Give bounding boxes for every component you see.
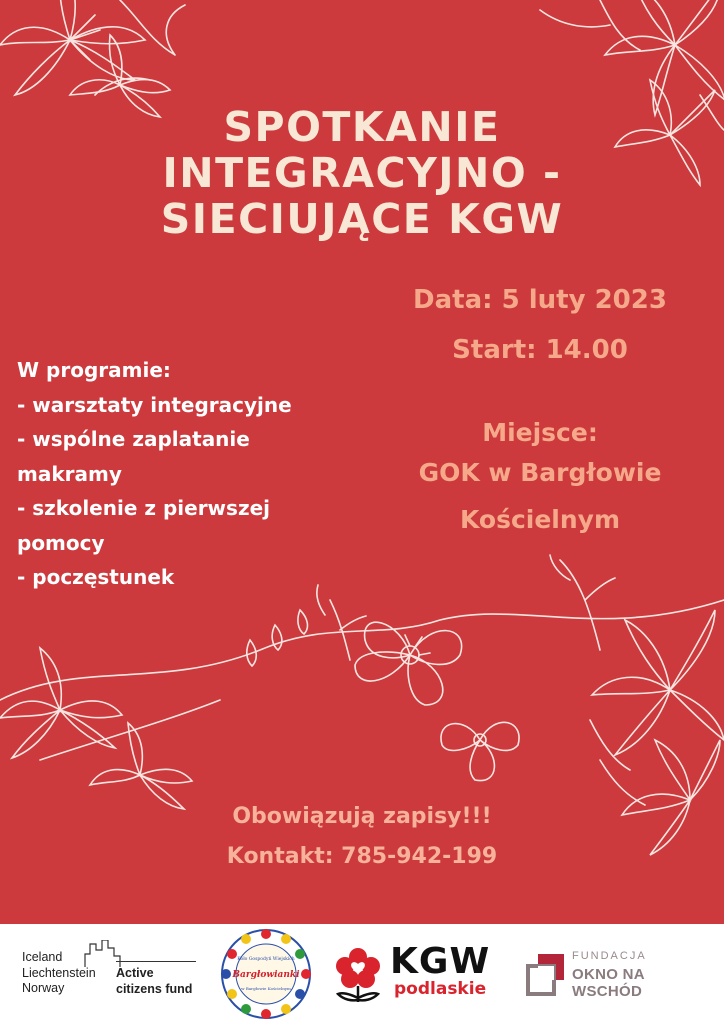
country-name: Iceland bbox=[22, 950, 63, 964]
country-name: Liechtenstein bbox=[22, 965, 96, 980]
kgw-subtitle: podlaskie bbox=[394, 979, 487, 999]
lily-icon bbox=[0, 0, 145, 95]
lily-icon bbox=[592, 610, 724, 755]
event-date: Data: 5 luty 2023 bbox=[413, 285, 667, 315]
divider-line bbox=[116, 961, 196, 962]
lily-icon bbox=[0, 648, 122, 758]
fund-name-line1: Active bbox=[116, 966, 154, 980]
program-item: pomocy bbox=[17, 530, 105, 555]
program-item: - szkolenie z pierwszej bbox=[17, 496, 270, 520]
fund-name-line2: citizens fund bbox=[116, 981, 193, 996]
barglowianki-badge-logo bbox=[220, 928, 312, 1020]
place-name: GOK w Bargłowie bbox=[418, 458, 662, 487]
window-logo-icon bbox=[526, 952, 566, 996]
event-start-time: Start: 14.00 bbox=[452, 335, 628, 365]
title-line: INTEGRACYJNO - bbox=[162, 149, 562, 197]
title-line: SIECIUJĄCE KGW bbox=[160, 195, 564, 243]
fundacja-name: OKNO NA WSCHÓD bbox=[572, 966, 645, 1000]
badge-name: Bargłowianki bbox=[232, 970, 300, 980]
fundacja-okno-na-wschod-logo bbox=[526, 950, 716, 1002]
badge-bottom-text: w Bargłowie Kościelnym bbox=[241, 986, 291, 991]
program-item: - poczęstunek bbox=[17, 565, 175, 589]
fundacja-label: FUNDACJA bbox=[572, 950, 647, 962]
kgw-podlaskie-logo bbox=[332, 941, 502, 1006]
eea-grants-logo bbox=[22, 950, 202, 1006]
program-list bbox=[17, 353, 377, 595]
event-title bbox=[0, 104, 724, 242]
program-item: makramy bbox=[17, 461, 122, 486]
country-name: Norway bbox=[22, 981, 65, 995]
place-label: Miejsce: bbox=[482, 418, 598, 447]
kgw-title: KGW bbox=[390, 941, 491, 982]
flower-icon bbox=[441, 722, 519, 780]
signup-notice: Obowiązują zapisy!!! bbox=[232, 804, 492, 829]
badge-top-text: Koło Gospodyń Wiejskich bbox=[237, 957, 295, 962]
program-item: - warsztaty integracyjne bbox=[17, 392, 292, 417]
flower-heart-icon bbox=[332, 946, 384, 1004]
flower-icon bbox=[355, 622, 462, 705]
contact-phone: Kontakt: 785-942-199 bbox=[226, 844, 498, 869]
place-name-continued: Kościelnym bbox=[459, 505, 621, 534]
active-citizens-fund bbox=[116, 966, 192, 997]
program-item: - wspólne zaplatanie bbox=[17, 427, 250, 451]
title-line: SPOTKANIE bbox=[223, 103, 501, 151]
program-heading: W programie: bbox=[17, 358, 171, 382]
skyline-icon bbox=[84, 940, 124, 968]
